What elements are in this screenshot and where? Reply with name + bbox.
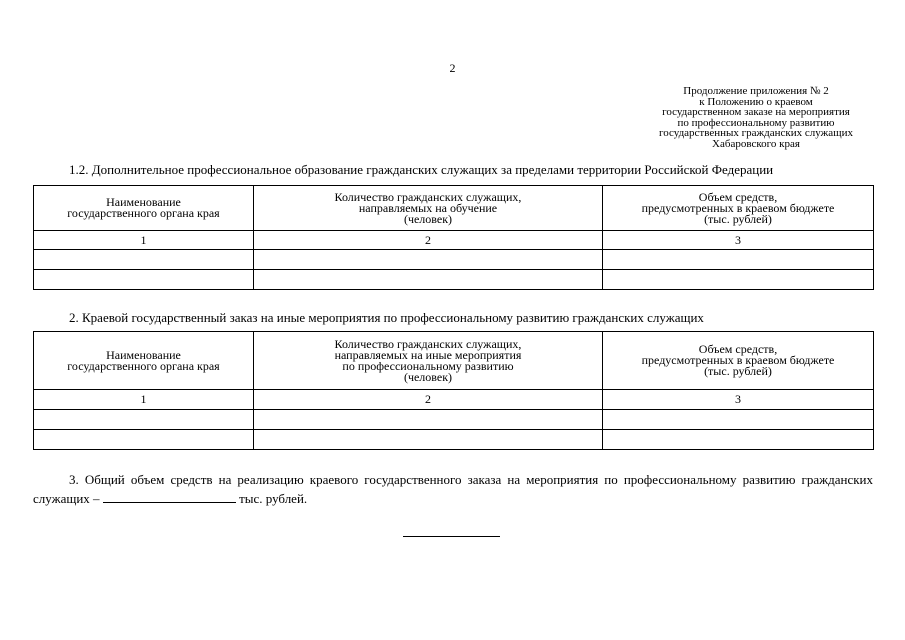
table-cell[interactable]	[34, 430, 254, 450]
appendix-line: по профессиональному развитию	[677, 116, 835, 129]
table-number-row	[34, 390, 874, 410]
appendix-line: государственных гражданских служащих	[659, 127, 853, 139]
column-number: 2	[254, 231, 603, 250]
amount-blank-field[interactable]	[103, 490, 236, 503]
table-cell[interactable]	[34, 270, 254, 290]
appendix-line: государственном заказе на мероприятия	[662, 106, 850, 118]
column-header-employee-count: Количество гражданских служащих, направляемых на иные мероприятия по профессиональному развитию (человек)	[254, 332, 603, 390]
table-row	[34, 430, 874, 450]
table-cell[interactable]	[254, 250, 603, 270]
section-2-heading: 2. Краевой государственный заказ на иные мероприятия по профессиональному развитию гражданских служащих	[69, 310, 704, 325]
table-row	[34, 270, 874, 290]
table-row	[34, 410, 874, 430]
table-cell[interactable]	[603, 430, 874, 450]
column-header-budget: Объем средств, предусмотренных в краевом бюджете (тыс. рублей)	[603, 332, 874, 390]
page-number: 2	[449, 61, 456, 75]
appendix-reference	[640, 86, 872, 149]
table-header-row	[34, 332, 874, 390]
table-row	[34, 250, 874, 270]
table-cell[interactable]	[254, 270, 603, 290]
column-number: 1	[34, 390, 254, 410]
section-1-heading: 1.2. Дополнительное профессиональное образование гражданских служащих за пределами территории Российской Федерации	[69, 162, 774, 177]
column-header-budget: Объем средств, предусмотренных в краевом бюджете (тыс. рублей)	[603, 186, 874, 231]
column-number: 1	[34, 231, 254, 250]
column-number: 3	[603, 390, 874, 410]
table-cell[interactable]	[254, 410, 603, 430]
summary-text: 3. Общий объем средств на реализацию краевого государственного заказа на мероприятия по профессиональному развитию гражданских служащих –	[33, 472, 873, 506]
section-2-table	[33, 331, 874, 450]
table-header-row	[34, 186, 874, 231]
summary-unit: тыс. рублей.	[235, 491, 308, 506]
table-number-row	[34, 231, 874, 250]
column-header-employee-count: Количество гражданских служащих, направляемых на обучение (человек)	[254, 186, 603, 231]
summary-paragraph	[33, 470, 873, 508]
section-1-table	[33, 185, 874, 290]
appendix-line: Хабаровского края	[712, 137, 800, 150]
table-cell[interactable]	[603, 250, 874, 270]
table-cell[interactable]	[603, 410, 874, 430]
column-number: 3	[603, 231, 874, 250]
appendix-line: к Положению о краевом	[699, 95, 813, 108]
closing-separator-line	[403, 536, 500, 537]
column-header-agency: Наименование государственного органа края	[34, 186, 254, 231]
appendix-line: Продолжение приложения № 2	[683, 85, 829, 97]
table-cell[interactable]	[34, 410, 254, 430]
table-cell[interactable]	[603, 270, 874, 290]
column-number: 2	[254, 390, 603, 410]
table-cell[interactable]	[254, 430, 603, 450]
column-header-agency: Наименование государственного органа края	[34, 332, 254, 390]
table-cell[interactable]	[34, 250, 254, 270]
